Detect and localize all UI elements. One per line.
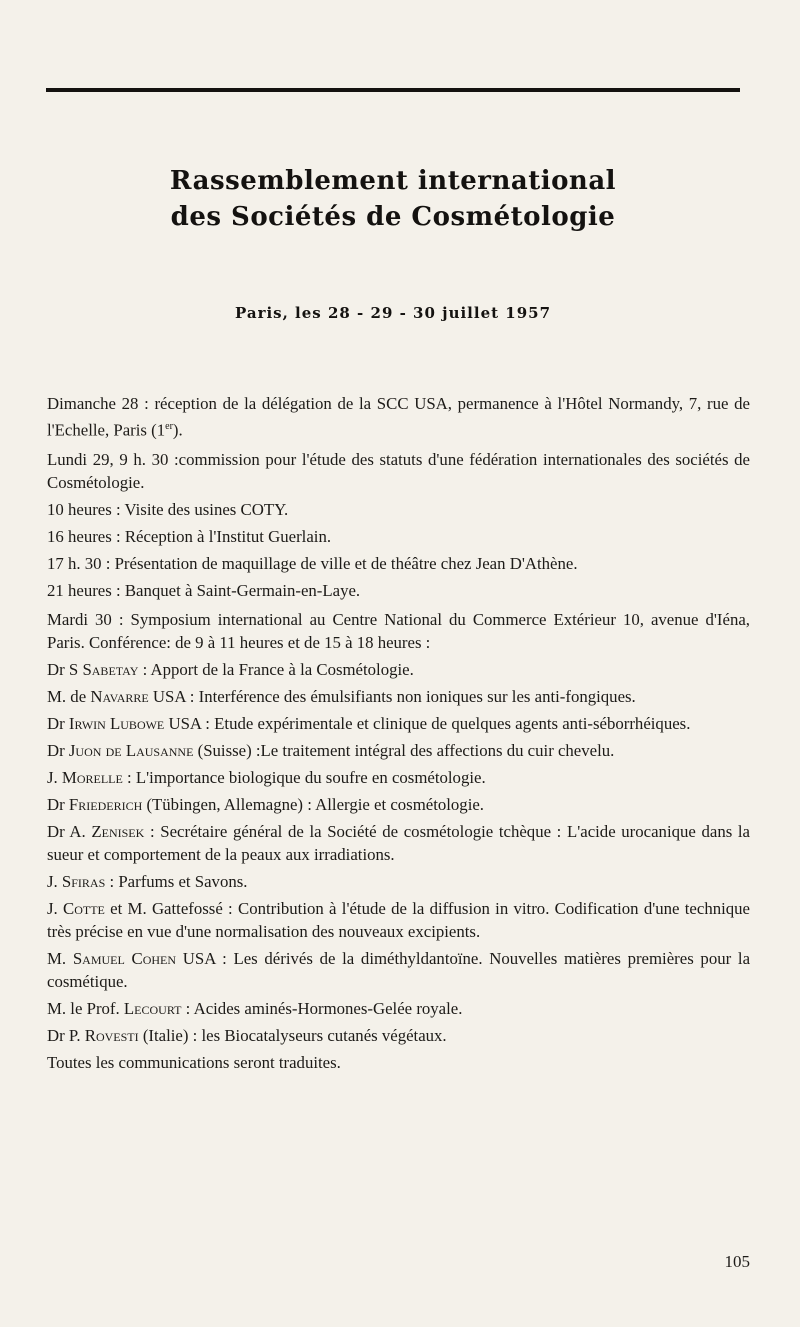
talk-item: Dr Friederich (Tübingen, Allemagne) : Allergie et cosmétologie. xyxy=(47,794,485,814)
speaker-name: Zenisek xyxy=(91,821,145,841)
talk-item: Dr P. Rovesti (Italie) : les Biocatalyseurs cutanés végétaux. xyxy=(47,1025,447,1045)
speaker-name: Samuel Cohen xyxy=(72,948,177,968)
day2-item: 17 h. 30 : Présentation de maquillage de ville et de théâtre chez Jean D'Athène. xyxy=(47,553,578,573)
day3-intro: Mardi 30 : Symposium international au Centre National du Commerce Extérieur 10, avenue d'Iéna, Paris. Conférence: de 9 à 11 heures et de 15 à 18 heures : xyxy=(47,609,750,652)
speaker-name: Cotte xyxy=(63,898,105,918)
talk-item: M. de Navarre USA : Interférence des émulsifiants non ioniques sur les anti-fongiques. xyxy=(47,686,636,706)
speaker-name: Sfiras xyxy=(61,871,106,891)
speaker-name: Juon de Lausanne xyxy=(68,740,194,760)
talk-item: M. le Prof. Lecourt : Acides aminés-Hormones-Gelée royale. xyxy=(47,998,463,1018)
talk-item: Dr Irwin Lubowe USA : Etude expérimentale et clinique de quelques agents anti-séborrhéiques. xyxy=(47,713,691,733)
event-dates: Paris, les 28 - 29 - 30 juillet 1957 xyxy=(234,304,552,322)
speaker-name: Navarre xyxy=(90,686,149,706)
talk-item: J. Sfiras : Parfums et Savons. xyxy=(47,871,248,891)
speaker-name: Sabetay xyxy=(82,659,139,679)
speaker-name: Rovesti xyxy=(84,1025,139,1045)
page-title-line1: Rassemblement international xyxy=(169,166,617,196)
talk-item: Dr A. Zenisek : Secrétaire général de la Société de cosmétologie tchèque : L'acide urocanique dans la sueur et comportement de la peaux aux irradiations. xyxy=(47,821,750,864)
talk-item: M. Samuel Cohen USA : Les dérivés de la diméthyldantoïne. Nouvelles matières premières pour la cosmétique. xyxy=(47,948,751,991)
day1-paragraph: Dimanche 28 : réception de la délégation de la SCC USA, permanence à l'Hôtel Normandy, 7, rue de l'Echelle, Paris (1er). xyxy=(47,394,750,440)
talk-item: J. Cotte et M. Gattefossé : Contribution à l'étude de la diffusion in vitro. Codification d'une technique très précise en vue d'une normalisation des nouveaux excipients. xyxy=(47,898,750,941)
day2-intro: Lundi 29, 9 h. 30 :commission pour l'étude des statuts d'une fédération internationales des sociétés de Cosmétologie. xyxy=(47,449,750,492)
closing-note: Toutes les communications seront traduites. xyxy=(47,1052,341,1072)
day2-item: 16 heures : Réception à l'Institut Guerlain. xyxy=(47,526,332,546)
speaker-name: Morelle xyxy=(61,767,123,787)
speaker-name: Lecourt xyxy=(123,998,182,1018)
program-body xyxy=(47,392,750,1080)
page-title-line2: des Sociétés de Cosmétologie xyxy=(170,202,616,232)
day2-item: 10 heures : Visite des usines COTY. xyxy=(47,499,289,519)
speaker-name: Irwin Lubowe xyxy=(68,713,165,733)
talk-item: J. Morelle : L'importance biologique du soufre en cosmétologie. xyxy=(47,767,486,787)
speaker-name: Friederich xyxy=(68,794,143,814)
top-rule xyxy=(46,88,740,92)
page-number: 105 xyxy=(724,1252,750,1271)
talk-item: Dr Juon de Lausanne (Suisse) :Le traitement intégral des affections du cuir chevelu. xyxy=(47,740,615,760)
talk-item: Dr S Sabetay : Apport de la France à la Cosmétologie. xyxy=(47,659,414,679)
talk-list xyxy=(47,658,750,1047)
day2-item: 21 heures : Banquet à Saint-Germain-en-Laye. xyxy=(47,580,361,600)
